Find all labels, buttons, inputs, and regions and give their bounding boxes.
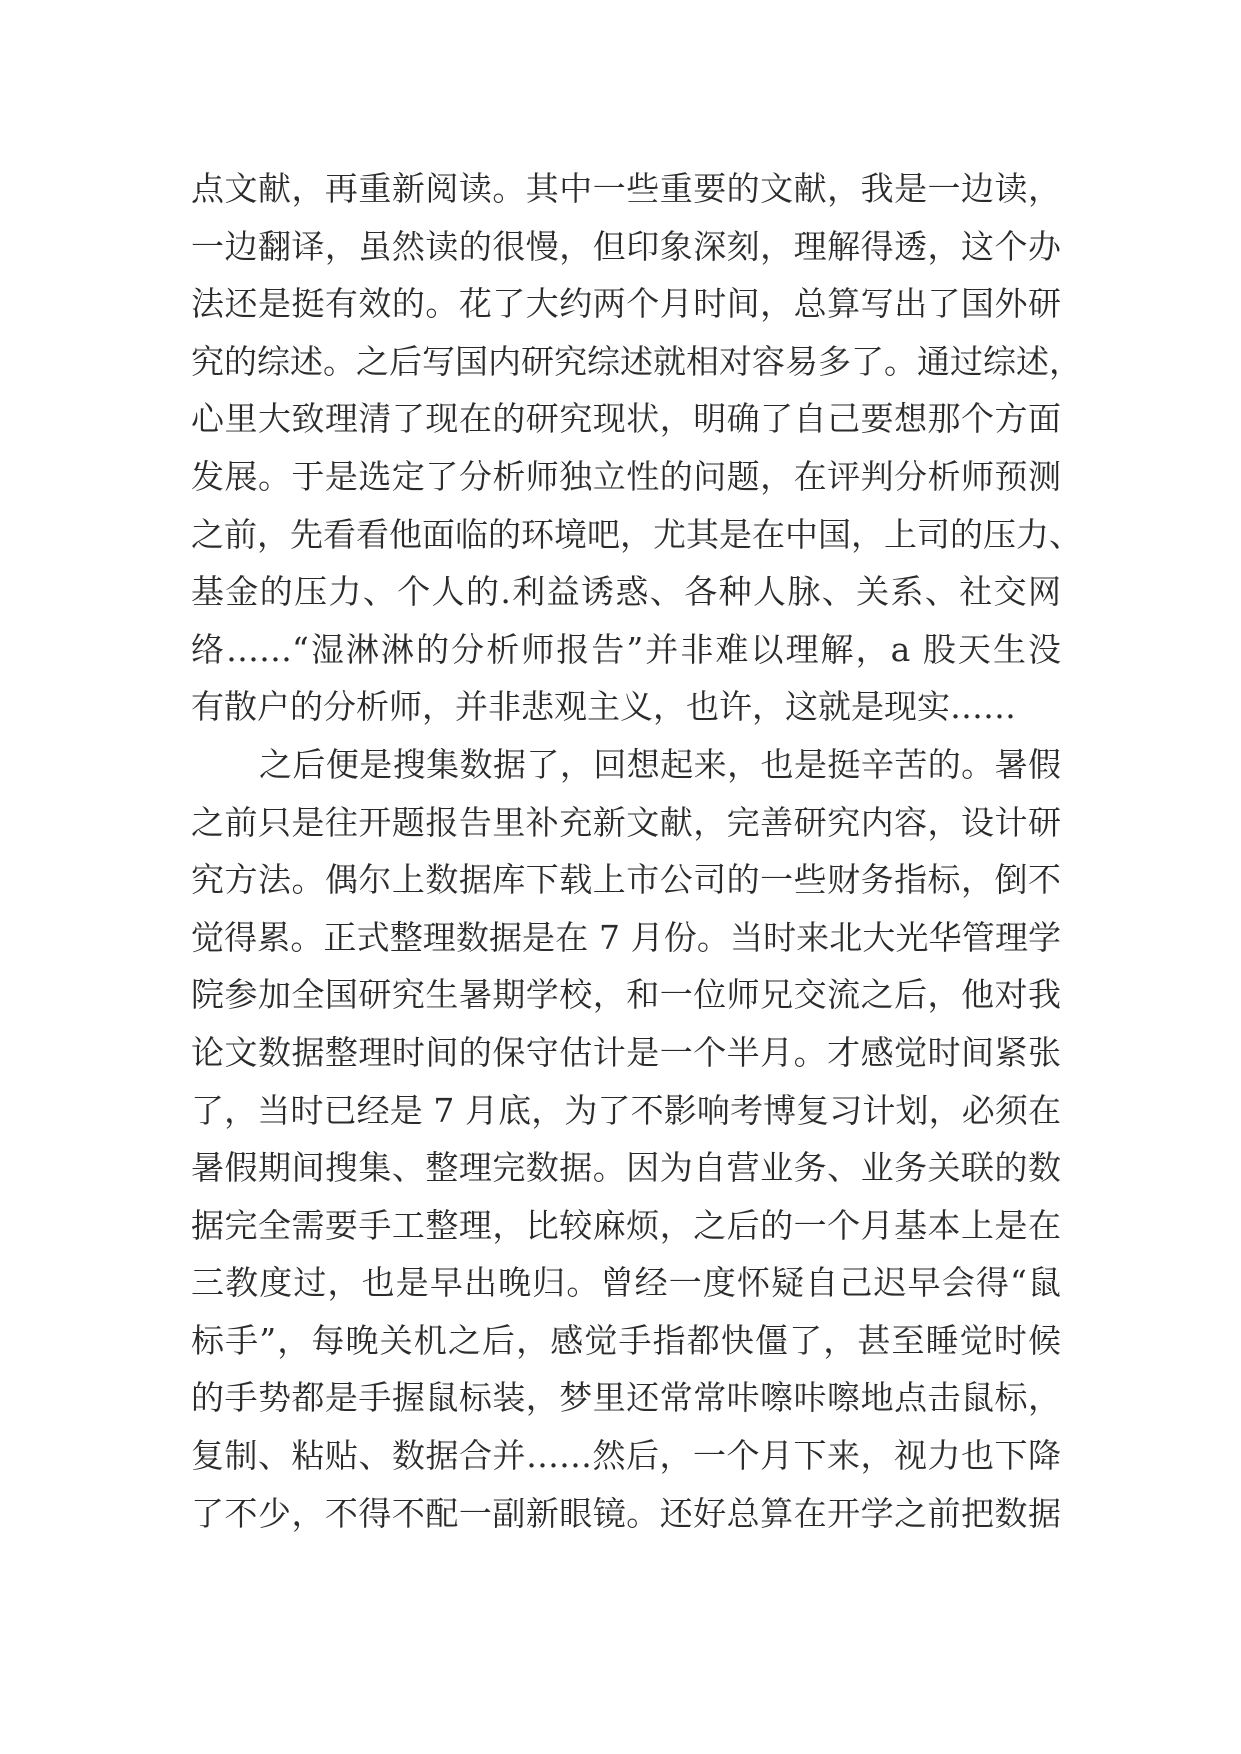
paragraph-end-line: 有散户的分析师，并非悲观主义，也许，这就是现实…… — [191, 687, 1016, 727]
text-line: 法还是挺有效的。花了大约两个月时间，总算写出了国外研 — [191, 284, 1061, 324]
text-line: 论文数据整理时间的保守估计是一个半月。才感觉时间紧张 — [191, 1032, 1061, 1072]
text-line: 究方法。偶尔上数据库下载上市公司的一些财务指标，倒不 — [191, 860, 1061, 900]
text-line: 心里大致理清了现在的研究现状，明确了自己要想那个方面 — [191, 399, 1061, 439]
text-line: 一边翻译，虽然读的很慢，但印象深刻，理解得透，这个办 — [191, 226, 1061, 266]
text-line: 之前只是往开题报告里补充新文献，完善研究内容，设计研 — [191, 802, 1061, 842]
text-line: 了，当时已经是 7 月底，为了不影响考博复习计划，必须在 — [191, 1090, 1061, 1130]
text-line: 究的综述。之后写国内研究综述就相对容易多了。通过综述， — [191, 341, 1082, 381]
paragraph-first-line: 之后便是搜集数据了，回想起来，也是挺辛苦的。暑假 — [259, 744, 1061, 784]
text-line: 复制、粘贴、数据合并……然后，一个月下来，视力也下降 — [191, 1436, 1061, 1476]
text-line: 络……“湿淋淋的分析师报告”并非难以理解，a 股天生没 — [191, 629, 1061, 669]
text-line: 三教度过，也是早出晚归。曾经一度怀疑自己迟早会得“鼠 — [191, 1263, 1061, 1303]
text-line: 觉得累。正式整理数据是在 7 月份。当时来北大光华管理学 — [191, 917, 1061, 957]
text-line: 了不少，不得不配一副新眼镜。还好总算在开学之前把数据 — [191, 1493, 1061, 1533]
text-line: 点文献，再重新阅读。其中一些重要的文献，我是一边读， — [191, 169, 1061, 208]
text-line: 暑假期间搜集、整理完数据。因为自营业务、业务关联的数 — [191, 1148, 1061, 1188]
text-line: 基金的压力、个人的.利益诱惑、各种人脉、关系、社交网 — [191, 572, 1061, 612]
text-line: 之前，先看看他面临的环境吧，尤其是在中国，上司的压力、 — [191, 514, 1082, 554]
text-line: 标手”，每晚关机之后，感觉手指都快僵了，甚至睡觉时候 — [191, 1320, 1061, 1360]
text-line: 院参加全国研究生暑期学校，和一位师兄交流之后，他对我 — [191, 975, 1061, 1015]
text-line: 据完全需要手工整理，比较麻烦，之后的一个月基本上是在 — [191, 1205, 1061, 1245]
text-line: 的手势都是手握鼠标装，梦里还常常咔嚓咔嚓地点击鼠标， — [191, 1378, 1061, 1418]
text-line: 发展。于是选定了分析师独立性的问题，在评判分析师预测 — [191, 456, 1061, 496]
body-text — [191, 160, 1082, 1542]
